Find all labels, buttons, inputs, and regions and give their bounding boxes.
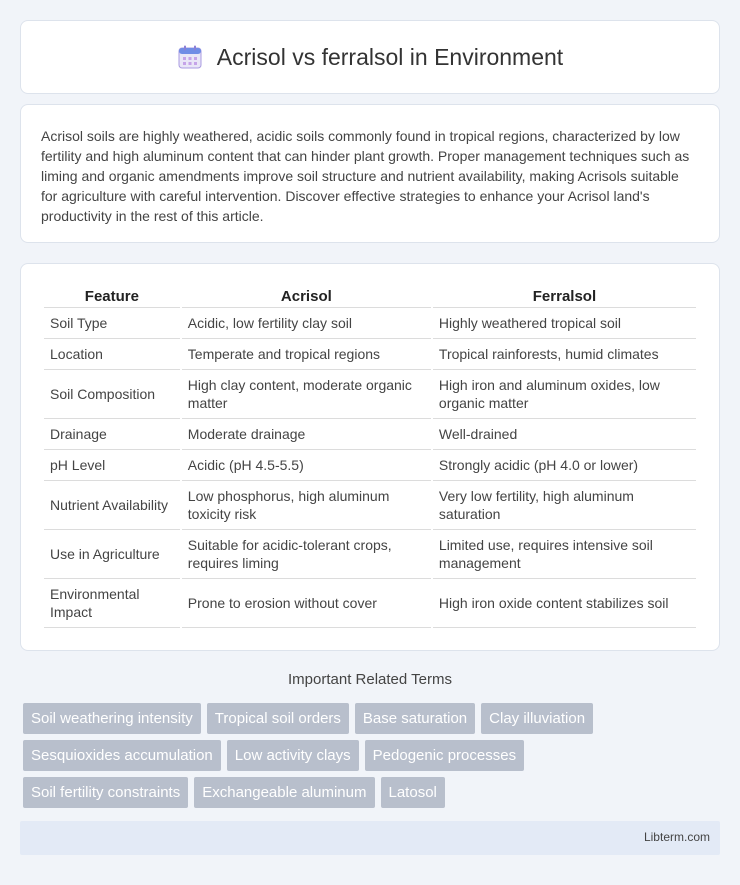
intro-card	[20, 104, 720, 243]
row-acrisol: Temperate and tropical regions	[182, 339, 431, 370]
tag-latosol[interactable]: Latosol	[381, 777, 445, 808]
header-ferralsol: Ferralsol	[433, 286, 696, 308]
footer-site-link[interactable]: Libterm.com	[643, 830, 710, 844]
row-feature: Nutrient Availability	[44, 481, 180, 530]
row-feature: Soil Composition	[44, 370, 180, 419]
tag-soil-weathering-intensity[interactable]: Soil weathering intensity	[23, 703, 201, 734]
table-row	[44, 370, 696, 419]
row-feature: Soil Type	[44, 308, 180, 339]
tag-exchangeable-aluminum[interactable]: Exchangeable aluminum	[194, 777, 374, 808]
row-acrisol: Low phosphorus, high aluminum toxicity risk	[182, 481, 431, 530]
row-acrisol: Suitable for acidic-tolerant crops, requires liming	[182, 530, 431, 579]
row-ferralsol: High iron oxide content stabilizes soil	[433, 579, 696, 628]
row-ferralsol: High iron and aluminum oxides, low organic matter	[433, 370, 696, 419]
comparison-table	[42, 286, 698, 628]
tag-tropical-soil-orders[interactable]: Tropical soil orders	[207, 703, 349, 734]
tag-clay-illuviation[interactable]: Clay illuviation	[481, 703, 593, 734]
row-acrisol: Acidic, low fertility clay soil	[182, 308, 431, 339]
row-acrisol: Acidic (pH 4.5-5.5)	[182, 450, 431, 481]
row-feature: Location	[44, 339, 180, 370]
header-feature: Feature	[44, 286, 180, 308]
tag-soil-fertility-constraints[interactable]: Soil fertility constraints	[23, 777, 188, 808]
tag-sesquioxides-accumulation[interactable]: Sesquioxides accumulation	[23, 740, 221, 771]
row-ferralsol: Tropical rainforests, humid climates	[433, 339, 696, 370]
row-ferralsol: Very low fertility, high aluminum saturation	[433, 481, 696, 530]
header-acrisol: Acrisol	[182, 286, 431, 308]
related-terms-title: Important Related Terms	[288, 671, 452, 688]
row-feature: Drainage	[44, 419, 180, 450]
table-row	[44, 419, 696, 450]
table-row	[44, 308, 696, 339]
related-terms-list	[23, 703, 723, 814]
table-row	[44, 481, 696, 530]
row-ferralsol: Highly weathered tropical soil	[433, 308, 696, 339]
table-row	[44, 530, 696, 579]
row-feature: pH Level	[44, 450, 180, 481]
comparison-card	[20, 263, 720, 651]
row-ferralsol: Limited use, requires intensive soil management	[433, 530, 696, 579]
intro-text: Acrisol soils are highly weathered, acidic soils commonly found in tropical regions, characterized by low fertility and high aluminum content that can hinder plant growth. Proper management techniques such as liming and organic amendments improve soil structure and nutrient availability, making Acrisols suitable for agriculture with careful intervention. Discover effective strategies to enhance your Acrisol land's productivity in the rest of this article.	[41, 128, 690, 224]
table-row	[44, 339, 696, 370]
footer	[20, 821, 720, 855]
page-title: Acrisol vs ferralsol in Environment	[216, 43, 564, 70]
row-feature: Environmental Impact	[44, 579, 180, 628]
tag-pedogenic-processes[interactable]: Pedogenic processes	[365, 740, 524, 771]
row-feature: Use in Agriculture	[44, 530, 180, 579]
header-card	[20, 20, 720, 94]
table-row	[44, 450, 696, 481]
table-header-row	[44, 286, 696, 308]
tag-low-activity-clays[interactable]: Low activity clays	[227, 740, 359, 771]
row-acrisol: Prone to erosion without cover	[182, 579, 431, 628]
row-ferralsol: Strongly acidic (pH 4.0 or lower)	[433, 450, 696, 481]
row-acrisol: High clay content, moderate organic matter	[182, 370, 431, 419]
row-acrisol: Moderate drainage	[182, 419, 431, 450]
row-ferralsol: Well-drained	[433, 419, 696, 450]
calendar-icon	[177, 44, 203, 70]
tag-base-saturation[interactable]: Base saturation	[355, 703, 475, 734]
table-row	[44, 579, 696, 628]
